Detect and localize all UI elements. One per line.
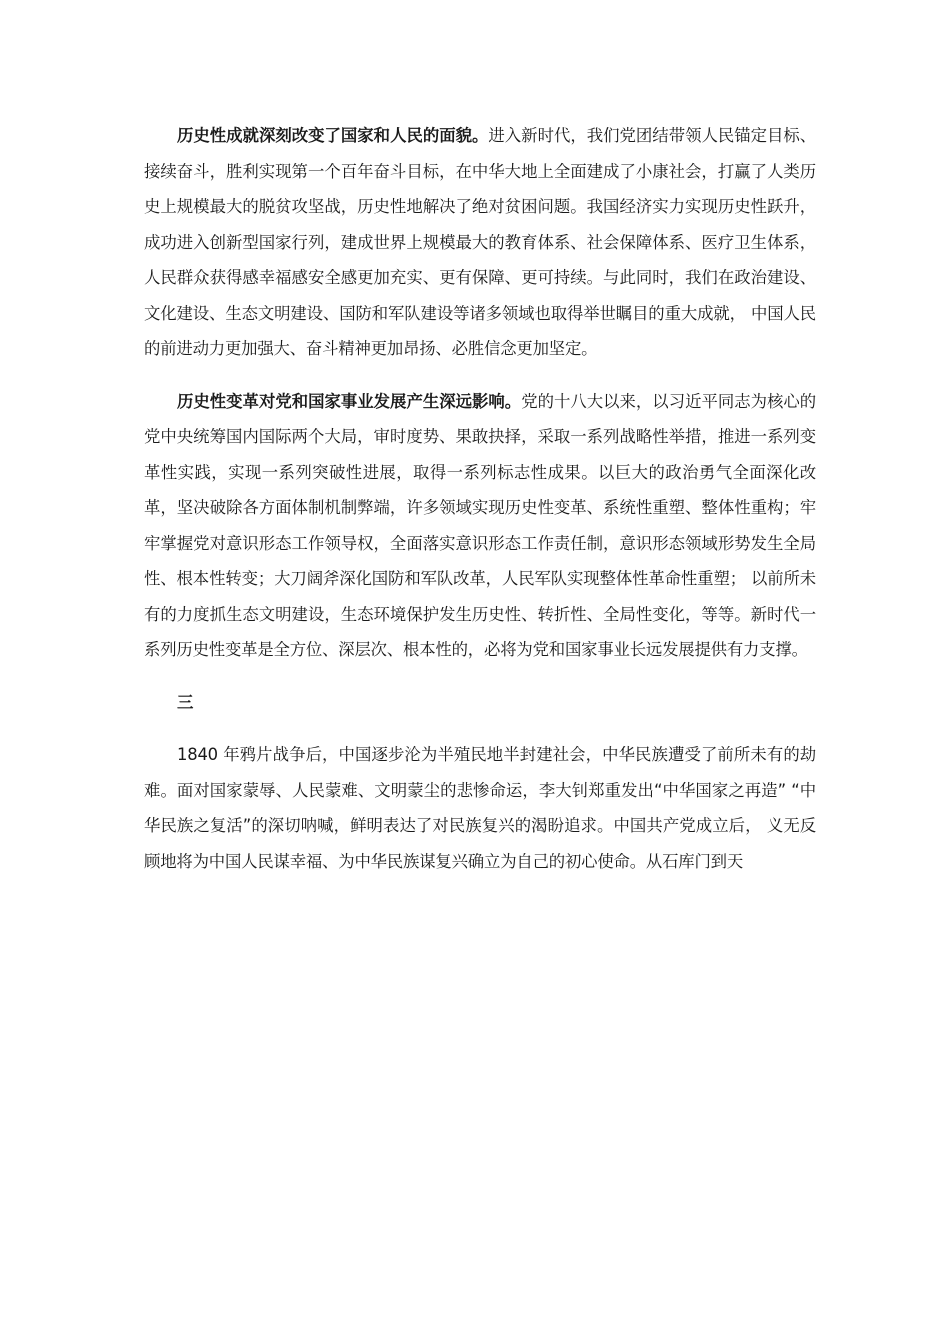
- paragraph-achievements: [144, 118, 816, 367]
- paragraph-text-achievements: 进入新时代，我们党团结带领人民锚定目标、接续奋斗，胜利实现第一个百年奋斗目标，在中华大地上全面建成了小康社会，打赢了人类历史上规模最大的脱贫攻坚战，历史性地解决了绝对贫困问题。我国经济实力实现历史性跃升，成功进入创新型国家行列，建成世界上规模最大的教育体系、社会保障体系、医疗卫生体系，人民群众获得感幸福感安全感更加充实、更有保障、更可持续。与此同时，我们在政治建设、文化建设、生态文明建设、国防和军队建设等诸多领域也取得举世瞩目的重大成就， 中国人民的前进动力更加强大、奋斗精神更加昂扬、必胜信念更加坚定。: [144, 126, 816, 358]
- paragraph-lead-achievements: 历史性成就深刻改变了国家和人民的面貌。: [177, 126, 489, 145]
- paragraph-history: 1840 年鸦片战争后，中国逐步沦为半殖民地半封建社会，中华民族遭受了前所未有的劫难。面对国家蒙辱、人民蒙难、文明蒙尘的悲惨命运，李大钊郑重发出“中华国家之再造” “中华民族之复活”的深切呐喊，鲜明表达了对民族复兴的渴盼追求。中国共产党成立后， 义无反顾地将为中国人民谋幸福、为中华民族谋复兴确立为自己的初心使命。从石库门到天: [144, 745, 816, 871]
- paragraph-transformation: [144, 384, 816, 668]
- document-body: [144, 118, 816, 879]
- paragraph-text-transformation: 党的十八大以来，以习近平同志为核心的党中央统筹国内国际两个大局，审时度势、果敢抉择，采取一系列战略性举措，推进一系列变革性实践，实现一系列突破性进展，取得一系列标志性成果。以巨大的政治勇气全面深化改革，坚决破除各方面体制机制弊端，许多领域实现历史性变革、系统性重塑、整体性重构；牢牢掌握党对意识形态工作领导权，全面落实意识形态工作责任制，意识形态领域形势发生全局性、根本性转变；大刀阔斧深化国防和军队改革，人民军队实现整体性革命性重塑； 以前所未有的力度抓生态文明建设，生态环境保护发生历史性、转折性、全局性变化，等等。新时代一系列历史性变革是全方位、深层次、根本性的，必将为党和国家事业长远发展提供有力支撑。: [144, 391, 816, 659]
- section-heading: 三: [177, 692, 194, 712]
- paragraph-lead-transformation: 历史性变革对党和国家事业发展产生深远影响。: [177, 391, 522, 411]
